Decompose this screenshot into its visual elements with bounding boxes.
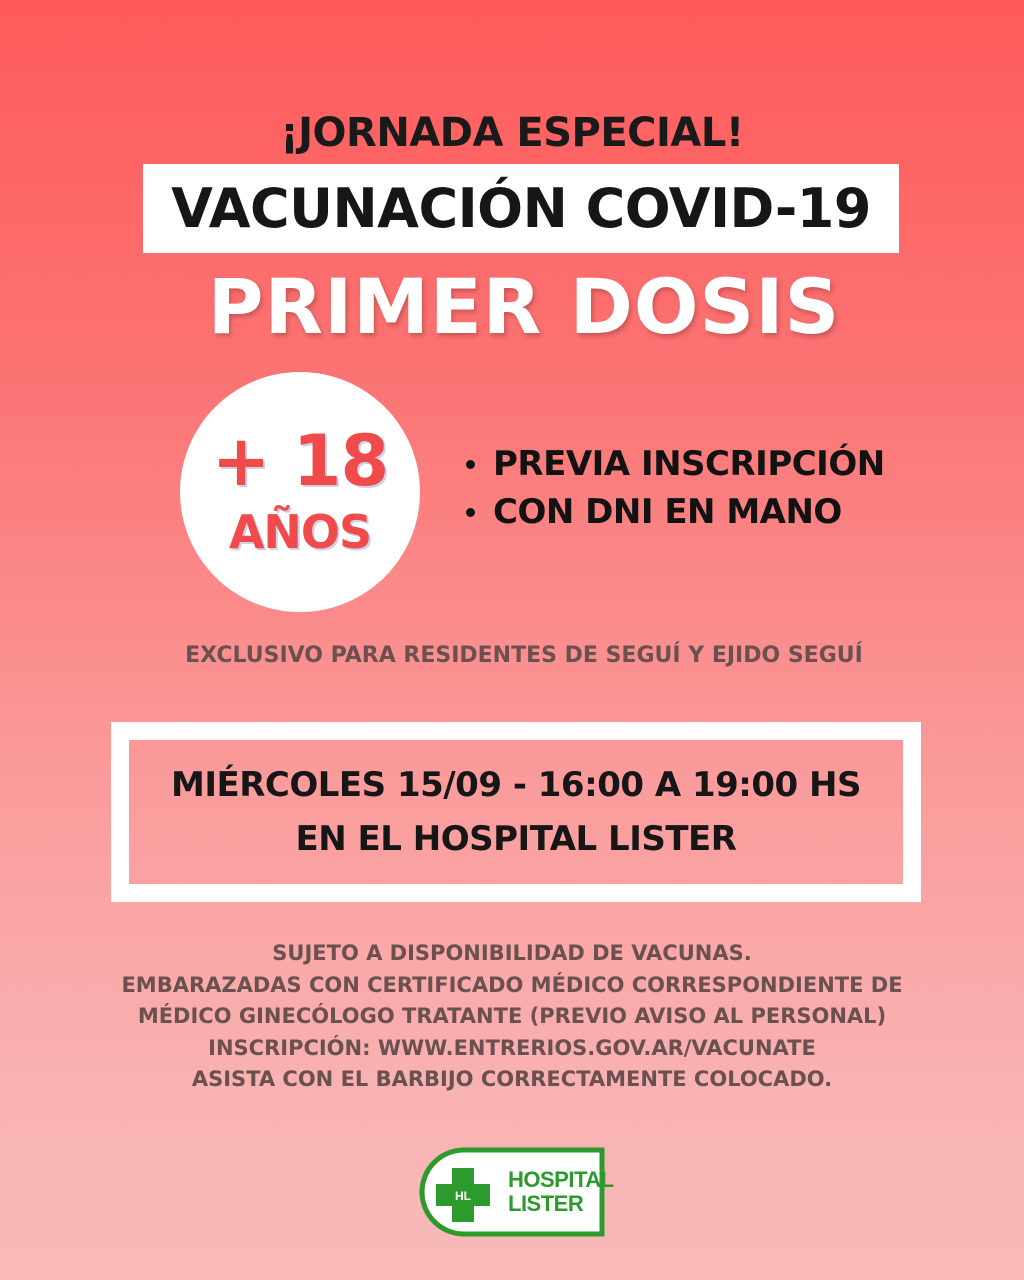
note-line: INSCRIPCIÓN: WWW.ENTRERIOS.GOV.AR/VACUNATE <box>208 1035 816 1060</box>
event-kicker: ¡JORNADA ESPECIAL! <box>280 110 744 156</box>
title-banner <box>143 164 899 253</box>
schedule-box <box>111 722 921 902</box>
requirement-label: PREVIA INSCRIPCIÓN <box>493 444 885 484</box>
notes-block <box>0 938 1024 1096</box>
list-item <box>460 488 885 536</box>
exclusive-note: EXCLUSIVO PARA RESIDENTES DE SEGUÍ Y EJIDO SEGUÍ <box>185 643 863 668</box>
note-line: EMBARAZADAS CON CERTIFICADO MÉDICO CORRESPONDIENTE DE <box>121 972 903 997</box>
age-badge-unit: AÑOS <box>228 505 372 559</box>
schedule-location: EN EL HOSPITAL LISTER <box>295 819 737 859</box>
requirement-label: CON DNI EN MANO <box>493 492 842 532</box>
logo-line2: LISTER <box>508 1191 584 1216</box>
age-badge-number: + 18 <box>211 420 389 502</box>
logo-initials: HL <box>455 1189 471 1203</box>
logo-line1: HOSPITAL <box>508 1167 614 1192</box>
bullet-icon <box>466 460 475 469</box>
page-title: VACUNACIÓN COVID-19 <box>171 177 871 240</box>
requirements-list <box>460 440 885 536</box>
dose-subtitle: PRIMER DOSIS <box>207 262 841 351</box>
bullet-icon <box>466 508 475 517</box>
logo-text <box>508 1167 614 1216</box>
note-line: ASISTA CON EL BARBIJO CORRECTAMENTE COLOCADO. <box>191 1067 833 1091</box>
list-item <box>460 440 885 488</box>
schedule-datetime: MIÉRCOLES 15/09 - 16:00 A 19:00 HS <box>170 765 861 805</box>
note-line: MÉDICO GINECÓLOGO TRATANTE (PREVIO AVISO AL PERSONAL) <box>137 1004 887 1028</box>
note-line: SUJETO A DISPONIBILIDAD DE VACUNAS. <box>272 941 752 965</box>
